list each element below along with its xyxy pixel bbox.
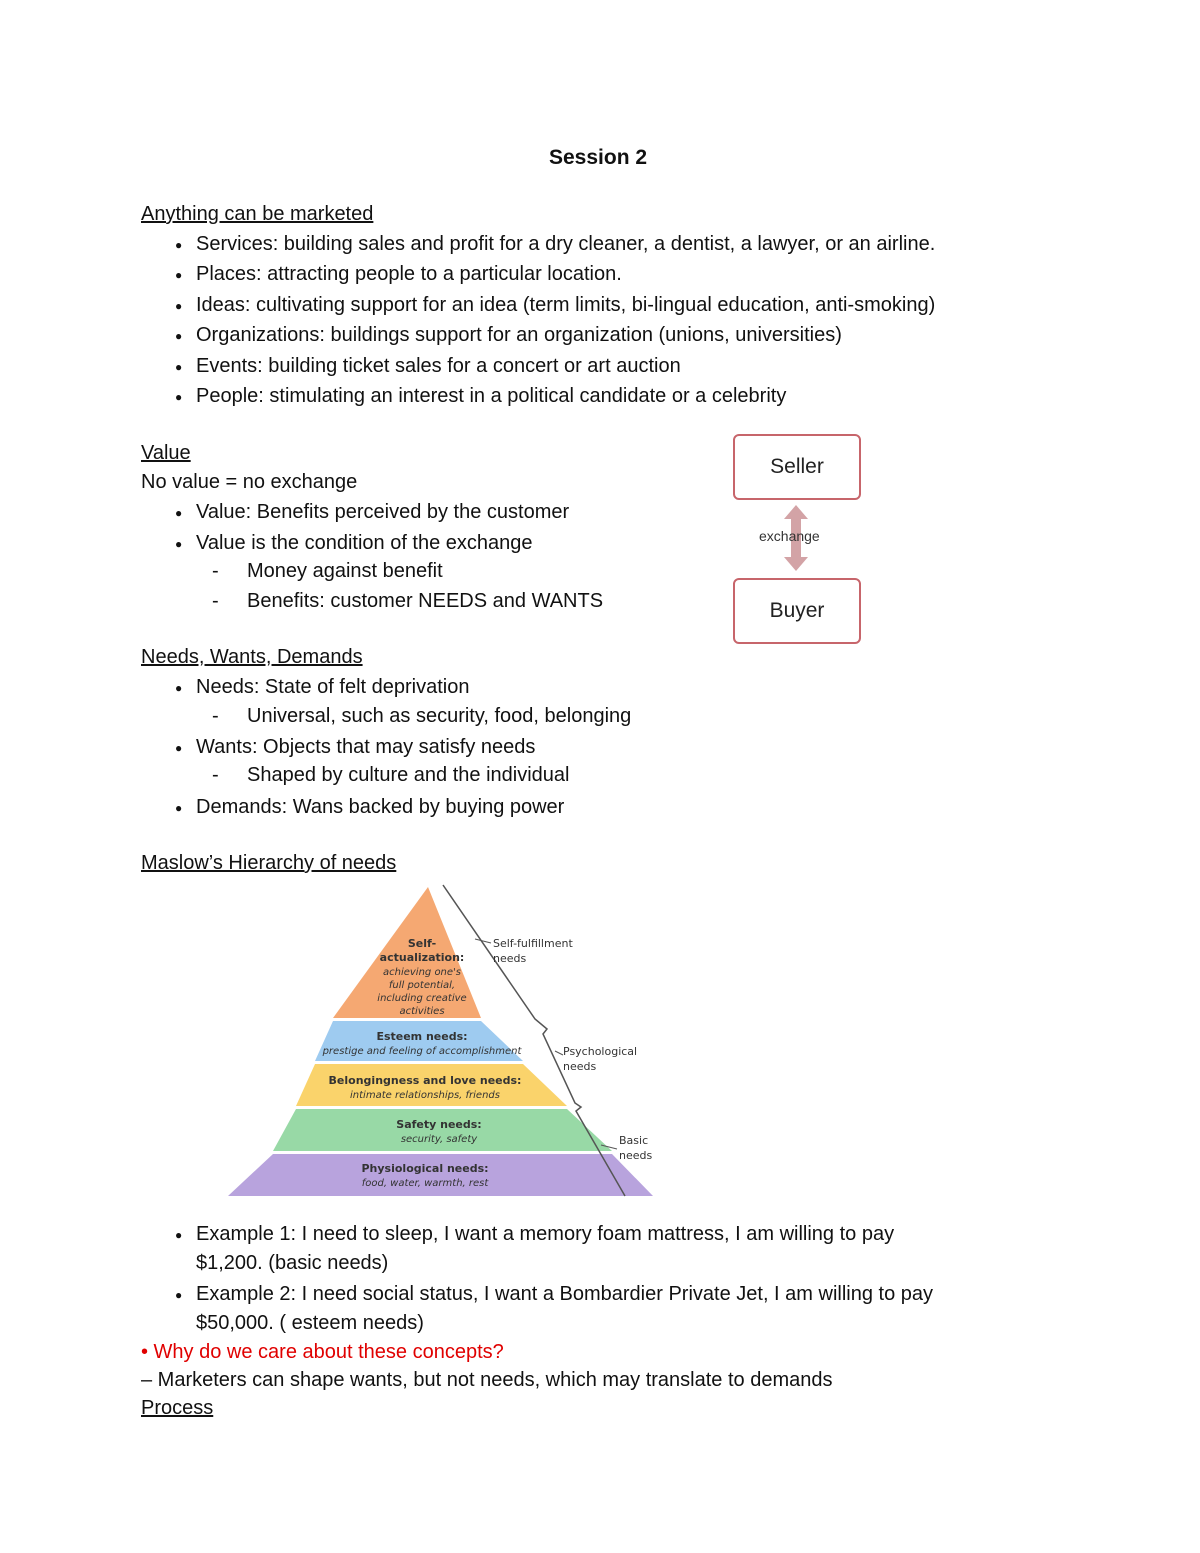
dash-marker: - [212, 764, 219, 786]
group-label-basic: needs [619, 1149, 653, 1162]
answer-text: – Marketers can shape wants, but not needs, which may translate to demands [141, 1369, 833, 1391]
sub-list-item: Shaped by culture and the individual [247, 764, 570, 786]
dash-marker: - [212, 590, 219, 612]
section-heading-needs: Needs, Wants, Demands [141, 646, 363, 668]
list-item-continuation: $50,000. ( esteem needs) [196, 1312, 424, 1334]
list-item: ● Example 1: I need to sleep, I want a memory foam mattress, I am willing to pay [196, 1224, 894, 1244]
section-heading-process: Process [141, 1397, 214, 1419]
list-item: ● Value is the condition of the exchange [196, 533, 533, 553]
seller-box: Seller [733, 434, 861, 500]
list-item: ● Places: attracting people to a particular location. [196, 264, 622, 284]
sub-list-item: Money against benefit [247, 560, 443, 582]
page-title: Session 2 [549, 146, 648, 169]
list-item: ● Events: building ticket sales for a concert or art auction [196, 356, 681, 376]
self-desc: achieving one's [382, 967, 462, 978]
phys-desc: food, water, warmth, rest [361, 1178, 489, 1189]
esteem-title: Esteem needs: [376, 1030, 468, 1043]
list-item: ● Wants: Objects that may satisfy needs [196, 737, 535, 757]
dash-marker: - [212, 705, 219, 727]
buyer-box: Buyer [733, 578, 861, 644]
value-statement: No value = no exchange [141, 471, 358, 493]
self-desc: full potential, [388, 980, 456, 991]
question-text: • Why do we care about these concepts? [141, 1341, 504, 1363]
group-label-self: needs [493, 952, 527, 965]
list-item: ● Value: Benefits perceived by the customer [196, 502, 569, 522]
belong-title: Belongingness and love needs: [328, 1074, 522, 1087]
brace-tick [555, 1051, 563, 1055]
list-item: ● Demands: Wans backed by buying power [196, 797, 564, 817]
exchange-label: exchange [759, 528, 820, 544]
self-title: Self- [407, 937, 437, 950]
group-label-psych: needs [563, 1060, 597, 1073]
maslow-pyramid [225, 883, 665, 1203]
dash-marker: - [212, 560, 219, 582]
section-heading-marketed: Anything can be marketed [141, 203, 374, 225]
list-item: ● People: stimulating an interest in a political candidate or a celebrity [196, 386, 786, 406]
group-label-self: Self-fulfillment [493, 937, 573, 950]
self-title: actualization: [379, 951, 465, 964]
sub-list-item: Universal, such as security, food, belonging [247, 705, 632, 727]
safety-desc: security, safety [400, 1134, 478, 1145]
group-label-basic: Basic [619, 1134, 649, 1147]
section-heading-maslow: Maslow’s Hierarchy of needs [141, 852, 397, 874]
self-desc: including creative [377, 993, 467, 1004]
list-item: ● Example 2: I need social status, I want a Bombardier Private Jet, I am willing to pay [196, 1284, 933, 1304]
belong-desc: intimate relationships, friends [350, 1090, 500, 1101]
self-desc: activities [399, 1006, 445, 1017]
list-item: ● Organizations: buildings support for an organization (unions, universities) [196, 325, 842, 345]
sub-list-item: Benefits: customer NEEDS and WANTS [247, 590, 604, 612]
phys-title: Physiological needs: [361, 1162, 489, 1175]
esteem-desc: prestige and feeling of accomplishment [322, 1046, 522, 1057]
list-item: ● Services: building sales and profit for a dry cleaner, a dentist, a lawyer, or an airline. [196, 234, 935, 254]
pyramid-tier-physiological [228, 1154, 653, 1196]
safety-title: Safety needs: [396, 1118, 482, 1131]
list-item: ● Ideas: cultivating support for an idea (term limits, bi-lingual education, anti-smoking) [196, 295, 935, 315]
group-label-psych: Psychological [563, 1045, 638, 1058]
list-item-continuation: $1,200. (basic needs) [196, 1252, 389, 1274]
section-heading-value: Value [141, 442, 191, 464]
list-item: ● Needs: State of felt deprivation [196, 677, 470, 697]
